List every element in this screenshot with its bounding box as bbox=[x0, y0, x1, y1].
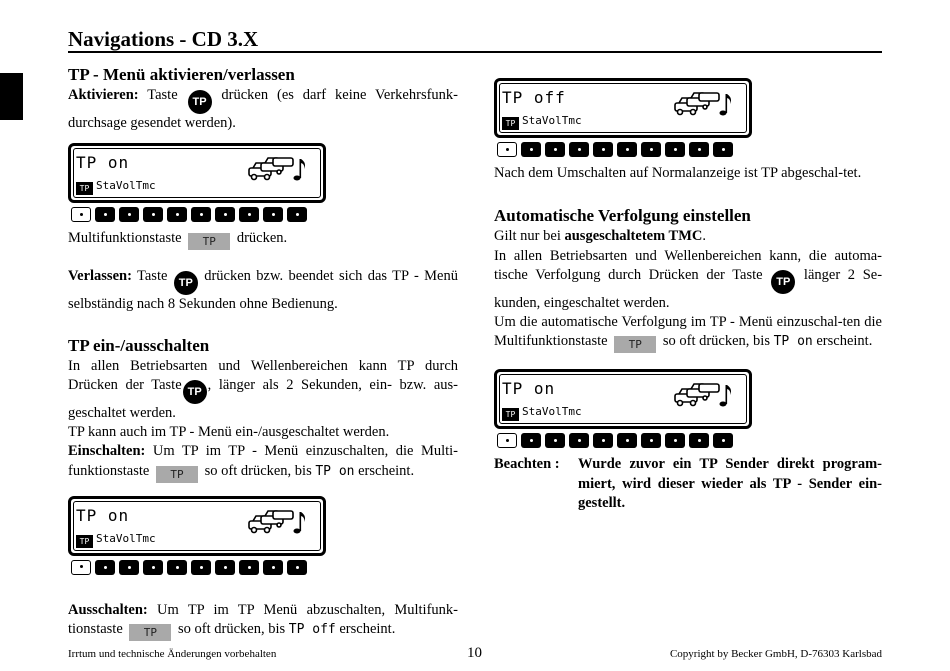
text: drücken bzw. beendet sich das TP - Menü selbständig nach 8 Sekunden ohne Bedienung. bbox=[68, 268, 458, 313]
text: länger 2 Se-kunden, eingeschaltet werden. bbox=[494, 266, 883, 311]
softkey-button[interactable] bbox=[287, 207, 307, 222]
lcd-tp-badge: TP bbox=[76, 182, 93, 195]
text: drücken. bbox=[236, 230, 288, 247]
lcd-top-line: TP on bbox=[76, 153, 130, 173]
text: . bbox=[702, 228, 706, 245]
text: In allen Betriebsarten und Wellenbereichen kann TP durch Drücken der Taste bbox=[68, 357, 458, 393]
text: Gilt nur bei bbox=[494, 228, 561, 245]
softkey-button[interactable] bbox=[665, 433, 685, 448]
paragraph-switch-off bbox=[68, 601, 458, 641]
softkey-button[interactable] bbox=[617, 142, 637, 157]
softkey-button[interactable] bbox=[71, 207, 91, 222]
lcd-display-tp-on bbox=[494, 369, 752, 449]
page-number: 10 bbox=[467, 645, 482, 661]
softkey-button[interactable] bbox=[617, 433, 637, 448]
softkey-button[interactable] bbox=[167, 560, 187, 575]
lcd-display-tp-on bbox=[68, 143, 326, 223]
softkey-button[interactable] bbox=[713, 433, 733, 448]
softkey-button[interactable] bbox=[191, 560, 211, 575]
lcd-top-line: TP on bbox=[502, 379, 556, 399]
softkey-button[interactable] bbox=[119, 207, 139, 222]
lcd-softkey-labels: StaVolTmc bbox=[522, 405, 582, 419]
text: erscheint. bbox=[339, 621, 396, 638]
multifunction-key-icon: TP bbox=[129, 624, 171, 641]
softkey-button[interactable] bbox=[191, 207, 211, 222]
text: erscheint. bbox=[816, 333, 873, 350]
text: Um TP im TP - Menü einzuschalten, die Multi-funktionstaste bbox=[68, 443, 459, 479]
text: Taste bbox=[137, 268, 168, 285]
text: Um die automatische Verfolgung im TP - Menü einzuschal-ten die Multifunktionstaste bbox=[494, 314, 882, 350]
note-block bbox=[494, 455, 882, 513]
softkey-button[interactable] bbox=[665, 142, 685, 157]
tp-key-icon: TP bbox=[174, 271, 198, 295]
softkey-button[interactable] bbox=[641, 142, 661, 157]
left-column bbox=[68, 64, 458, 641]
softkey-button[interactable] bbox=[545, 142, 565, 157]
lcd-bottom-line bbox=[76, 532, 156, 548]
text: so oft drücken, bis bbox=[662, 333, 770, 350]
softkey-button[interactable] bbox=[143, 560, 163, 575]
lcd-tp-badge: TP bbox=[76, 535, 93, 548]
lcd-bottom-line bbox=[502, 405, 582, 421]
softkey-button[interactable] bbox=[287, 560, 307, 575]
note-label: Beachten : bbox=[494, 456, 560, 473]
softkey-button[interactable] bbox=[521, 142, 541, 157]
lcd-screen bbox=[494, 369, 752, 429]
lcd-tp-badge: TP bbox=[502, 117, 519, 130]
softkey-button[interactable] bbox=[593, 433, 613, 448]
softkey-button[interactable] bbox=[569, 142, 589, 157]
paragraph-normal-display: Nach dem Umschalten auf Normalanzeige ist TP abgeschal-tet. bbox=[494, 165, 862, 181]
softkey-button[interactable] bbox=[95, 207, 115, 222]
softkey-button[interactable] bbox=[71, 560, 91, 575]
chapter-tab-marker bbox=[0, 73, 23, 120]
text: so oft drücken, bis bbox=[204, 462, 312, 479]
label-switch-on: Einschalten: bbox=[68, 443, 146, 460]
paragraph-switch-on bbox=[68, 442, 458, 482]
lcd-inline-text: TP on bbox=[315, 463, 355, 479]
tp-key-icon: TP bbox=[183, 380, 207, 404]
softkey-button[interactable] bbox=[167, 207, 187, 222]
lcd-softkey-labels: StaVolTmc bbox=[96, 179, 156, 193]
lcd-screen bbox=[68, 143, 326, 203]
tp-key-icon: TP bbox=[188, 90, 212, 114]
lcd-bottom-line bbox=[502, 114, 582, 130]
text: Multifunktionstaste bbox=[68, 230, 182, 247]
lcd-inline-text: TP on bbox=[773, 334, 813, 350]
text-tmc-off: ausgeschaltetem TMC bbox=[564, 228, 703, 245]
lcd-bottom-line bbox=[76, 179, 156, 195]
softkey-button[interactable] bbox=[521, 433, 541, 448]
softkey-button[interactable] bbox=[593, 142, 613, 157]
softkey-button[interactable] bbox=[689, 433, 709, 448]
softkey-row bbox=[497, 433, 733, 448]
paragraph-tmc-note bbox=[494, 227, 882, 246]
lcd-screen bbox=[494, 78, 752, 138]
traffic-jam-icon bbox=[247, 154, 309, 184]
softkey-row bbox=[497, 142, 733, 157]
text: Taste bbox=[147, 87, 178, 103]
paragraph-auto-follow-menu bbox=[494, 313, 882, 353]
softkey-button[interactable] bbox=[215, 207, 235, 222]
text: , länger als 2 Sekunden, ein- bzw. aus-geschaltet werden. bbox=[68, 376, 459, 421]
text: so oft drücken, bis bbox=[178, 621, 286, 638]
softkey-button[interactable] bbox=[119, 560, 139, 575]
lcd-softkey-labels: StaVolTmc bbox=[522, 114, 582, 127]
right-column bbox=[494, 64, 882, 513]
lcd-inline-text: TP off bbox=[288, 622, 336, 638]
lcd-top-line: TP off bbox=[502, 88, 566, 107]
multifunction-key-icon: TP bbox=[188, 233, 230, 250]
label-switch-off: Ausschalten: bbox=[68, 601, 148, 618]
footer-copyright: Copyright by Becker GmbH, D-76303 Karlsbad bbox=[669, 648, 882, 660]
paragraph-exit bbox=[68, 267, 458, 314]
multifunction-key-icon: TP bbox=[614, 336, 656, 353]
label-activate: Aktivieren: bbox=[68, 87, 139, 103]
section-heading-tp-onoff: TP ein-/ausschalten bbox=[68, 335, 210, 355]
traffic-jam-icon bbox=[247, 507, 309, 537]
softkey-button[interactable] bbox=[713, 142, 733, 157]
multifunction-key-icon: TP bbox=[156, 466, 198, 483]
paragraph-onoff-menu: TP kann auch im TP - Menü ein-/ausgeschaltet werden. bbox=[68, 424, 390, 441]
softkey-button[interactable] bbox=[689, 142, 709, 157]
softkey-button[interactable] bbox=[641, 433, 661, 448]
softkey-button[interactable] bbox=[569, 433, 589, 448]
softkey-button[interactable] bbox=[263, 560, 283, 575]
traffic-jam-icon bbox=[673, 89, 735, 119]
section-heading-auto-follow: Automatische Verfolgung einstellen bbox=[494, 206, 751, 226]
text: drücken (es darf keine Verkehrsfunk-durchsage gesendet werden). bbox=[68, 87, 458, 131]
softkey-button[interactable] bbox=[239, 560, 259, 575]
paragraph-multifunction bbox=[68, 229, 458, 250]
lcd-top-line: TP on bbox=[76, 505, 130, 525]
softkey-button[interactable] bbox=[239, 207, 259, 222]
paragraph-onoff-intro bbox=[68, 357, 458, 424]
lcd-softkey-labels: StaVolTmc bbox=[96, 531, 156, 545]
label-exit: Verlassen: bbox=[68, 268, 132, 285]
tp-key-icon: TP bbox=[771, 270, 795, 294]
text: erscheint. bbox=[358, 462, 415, 479]
lcd-display-tp-off bbox=[494, 78, 752, 158]
softkey-button[interactable] bbox=[497, 433, 517, 448]
lcd-display-tp-on bbox=[68, 496, 326, 576]
softkey-button[interactable] bbox=[143, 207, 163, 222]
paragraph-auto-follow-key bbox=[494, 247, 882, 314]
header-rule bbox=[68, 51, 882, 53]
text: In allen Betriebsarten und Wellenbereichen kann, die automa-tische Verfolgung durch Drücken der Taste bbox=[494, 247, 882, 283]
lcd-tp-badge: TP bbox=[502, 408, 519, 421]
footer-disclaimer: Irrtum und technische Änderungen vorbehalten bbox=[68, 648, 277, 660]
note-text: Wurde zuvor ein TP Sender direkt program-miert, wird dieser wieder als TP - Sender ein-gestellt. bbox=[578, 456, 882, 512]
lcd-screen bbox=[68, 496, 326, 556]
page-title: Navigations - CD 3.X bbox=[68, 27, 259, 51]
section-heading-tp-menu: TP - Menü aktivieren/verlassen bbox=[68, 65, 295, 84]
softkey-button[interactable] bbox=[215, 560, 235, 575]
paragraph-activate bbox=[68, 86, 458, 133]
softkey-button[interactable] bbox=[263, 207, 283, 222]
softkey-row bbox=[71, 560, 307, 575]
softkey-button[interactable] bbox=[497, 142, 517, 157]
softkey-button[interactable] bbox=[95, 560, 115, 575]
softkey-row bbox=[71, 207, 307, 222]
softkey-button[interactable] bbox=[545, 433, 565, 448]
traffic-jam-icon bbox=[673, 380, 735, 410]
text: Um TP im TP Menü abzuschalten, Multifunk-tionstaste bbox=[68, 601, 458, 638]
